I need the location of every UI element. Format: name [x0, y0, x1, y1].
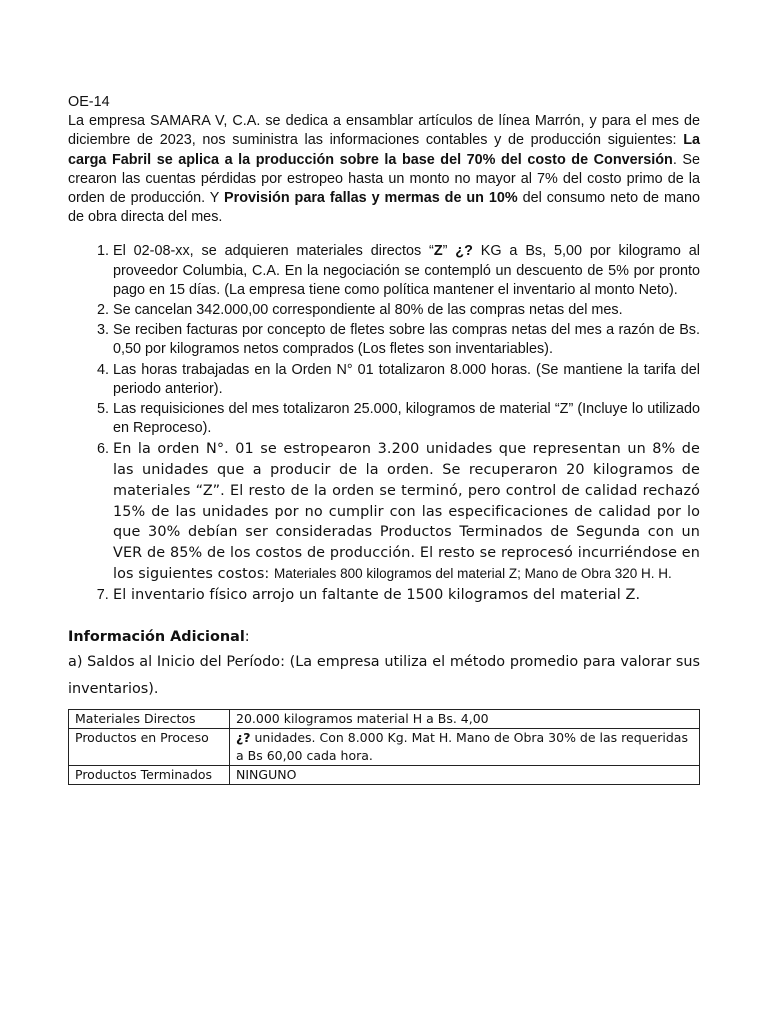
table-row [69, 729, 700, 766]
table-cell-value: NINGUNO [230, 766, 700, 785]
table-cell-label: Productos Terminados [69, 766, 230, 785]
table-row [69, 710, 700, 729]
additional-info-title [68, 628, 700, 647]
item-1-unknown: ¿? [455, 243, 473, 260]
wip-units-unknown: ¿? [236, 730, 251, 746]
item-1-material: Z [433, 243, 443, 260]
table-cell-label: Materiales Directos [69, 710, 230, 729]
list-item-3: 3. Se reciben facturas por concepto de fletes sobre las compras netas del mes a razón de Bs. 0,50 por kilogramos netos comprados (Los fletes son inventariables). [113, 321, 700, 359]
intro-text-a: La empresa SAMARA V, C.A. se dedica a ensamblar artículos de línea Marrón, y para el mes de diciembre de 2023, nos suministra las informaciones contables y de producción siguientes: [68, 113, 700, 149]
list-item-1 [113, 242, 700, 300]
list-item-5: 5. Las requisiciones del mes totalizaron 25.000, kilogramos de material “Z” (Incluye lo utilizado en Reproceso). [113, 400, 700, 438]
intro-text-b: . Se crearon las cuentas pérdidas por estropeo hasta un monto no mayor al 7% del costo primo de la orden de producción. Y [68, 151, 700, 207]
exercise-code: OE-14 [68, 94, 110, 110]
item-6-text-a: En la orden N°. 01 se estropearon 3.200 unidades que representan un 8% de las unidades que a producir de la orden. Se recuperaron 20 kilogramos de materiales “Z”. El resto de la orden se terminó, pero control de calidad rechazó 15% de las unidades por no cumplir con las especificaciones de calidad por lo que 30% debían ser consideradas Productos Terminados de Segunda con un VER de 85% de los costos de producción. El resto se reprocesó incurriéndose en los siguientes costos: [113, 441, 700, 582]
wip-units-text: unidades. Con 8.000 Kg. Mat H. Mano de Obra 30% de las requeridas a Bs 60,00 cada hora. [236, 730, 688, 764]
intro-text-c: del consumo neto de mano de obra directa del mes. [68, 190, 700, 226]
table-row [69, 766, 700, 785]
item-1-text-a: El 02-08-xx, se adquieren materiales directos “ [113, 243, 434, 260]
list-item-4: 4. Las horas trabajadas en la Orden N° 01 totalizaron 8.000 horas. (Se mantiene la tarifa del periodo anterior). [113, 361, 700, 399]
item-1-text-b: ” [442, 243, 456, 260]
table-cell-value: 20.000 kilogramos material H a Bs. 4,00 [230, 710, 700, 729]
item-6-text-b: Materiales 800 kilogramos del material Z; Mano de Obra 320 H. H. [274, 565, 672, 581]
list-item-7: 7. El inventario físico arrojo un faltante de 1500 kilogramos del material Z. [113, 585, 700, 606]
operations-list [68, 242, 700, 606]
document-page [68, 93, 700, 785]
list-item-6 [113, 439, 700, 584]
table-cell-label: Productos en Proceso [69, 729, 230, 766]
additional-info-colon: : [244, 629, 250, 646]
item-1-text-c: KG a Bs, 5,00 por kilogramo al proveedor Columbia, C.A. En la negociación se contempló un descuento de 5% por pronto pago en 15 días. (La empresa tiene como política mantener el inventario al monto Neto). [113, 243, 701, 298]
intro-bold-provision: Provisión para fallas y mermas de un 10% [224, 190, 518, 207]
intro-paragraph [68, 112, 700, 227]
initial-balances-table [68, 709, 700, 785]
list-item-2: 2. Se cancelan 342.000,00 correspondiente al 80% de las compras netas del mes. [113, 301, 700, 320]
table-cell-value [230, 729, 700, 766]
initial-balances-subtitle: a) Saldos al Inicio del Período: (La empresa utiliza el método promedio para valorar sus inventarios). [68, 654, 700, 698]
intro-bold-fabril: La carga Fabril se aplica a la producción sobre la base del 70% del costo de Conversión [68, 132, 700, 168]
additional-info-label: Información Adicional [68, 629, 245, 646]
